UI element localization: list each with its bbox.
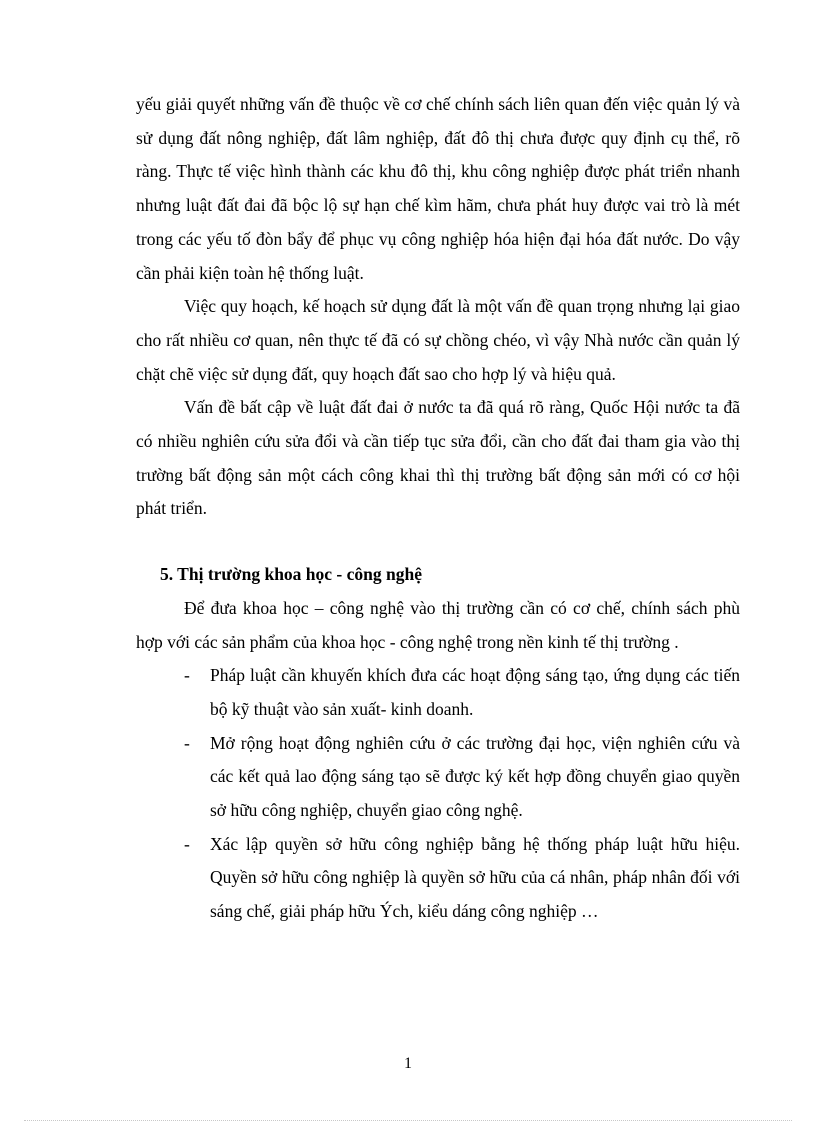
list-item xyxy=(136,659,740,726)
footer-divider xyxy=(24,1120,792,1121)
bullet-dash: - xyxy=(184,665,190,686)
list-item xyxy=(136,828,740,929)
list-item-text: Pháp luật cần khuyến khích đưa các hoạt động sáng tạo, ứng dụng các tiến bộ kỹ thuật vào sản xuất- kinh doanh. xyxy=(210,665,740,719)
section-heading: 5. Thị trường khoa học - công nghệ xyxy=(160,564,422,585)
bullet-dash: - xyxy=(184,833,190,854)
list-item-text: Mở rộng hoạt động nghiên cứu ở các trường đại học, viện nghiên cứu và các kết quả lao động sáng tạo sẽ được ký kết hợp đồng chuyển giao quyền sở hữu công nghiệp, chuyển giao công nghệ. xyxy=(210,732,740,821)
document-page xyxy=(136,88,740,929)
bullet-dash: - xyxy=(184,732,190,753)
list-item xyxy=(136,727,740,828)
bullet-list xyxy=(136,659,740,929)
body-paragraph-3: Vấn đề bất cập về luật đất đai ở nước ta đã quá rõ ràng, Quốc Hội nước ta đã có nhiều nghiên cứu sửa đổi và cần tiếp tục sửa đổi, cần cho đất đai tham gia vào thị trường bất động sản một cách công khai thì thị trường bất động sản mới có cơ hội phát triển. xyxy=(136,397,740,519)
body-paragraph-2: Việc quy hoạch, kế hoạch sử dụng đất là một vấn đề quan trọng nhưng lại giao cho rất nhiều cơ quan, nên thực tế đã có sự chồng chéo, vì vậy Nhà nước cần quản lý chặt chẽ việc sử dụng đất, quy hoạch đất sao cho hợp lý và hiệu quả. xyxy=(136,296,740,384)
page-number: 1 xyxy=(404,1055,412,1072)
body-paragraph-1: yếu giải quyết những vấn đề thuộc về cơ chế chính sách liên quan đến việc quản lý và sử dụng đất nông nghiệp, đất lâm nghiệp, đất đô thị chưa được quy định cụ thể, rõ ràng. Thực tế việc hình thành các khu đô thị, khu công nghiệp được phát triển nhanh nhưng luật đất đai đã bộc lộ sự hạn chế kìm hãm, chưa phát huy được vai trò là mét trong các yếu tố đòn bẩy để phục vụ công nghiệp hóa hiện đại hóa đất nước. Do vậy cần phải kiện toàn hệ thống luật. xyxy=(136,94,740,283)
list-item-text: Xác lập quyền sở hữu công nghiệp bằng hệ thống pháp luật hữu hiệu. Quyền sở hữu công nghiệp là quyền sở hữu của cá nhân, pháp nhân đối với sáng chế, giải pháp hữu Ých, kiểu dáng công nghiệp … xyxy=(210,833,740,922)
section-intro-paragraph: Để đưa khoa học – công nghệ vào thị trường cần có cơ chế, chính sách phù hợp với các sản phẩm của khoa học - công nghệ trong nền kinh tế thị trường . xyxy=(136,597,740,652)
